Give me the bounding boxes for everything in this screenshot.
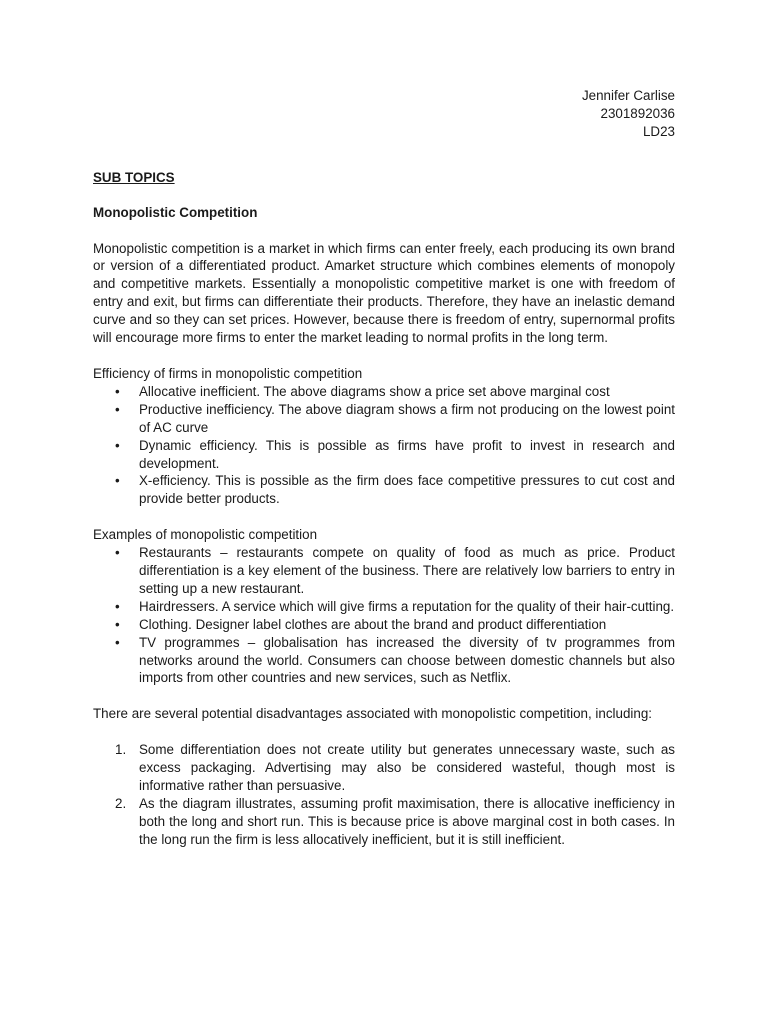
list-item: • Hairdressers. A service which will give firms a reputation for the quality of their hair-cutting. (93, 598, 675, 616)
examples-list (93, 544, 675, 687)
efficiency-list (93, 383, 675, 508)
numbered-item (93, 741, 675, 795)
list-item: • Clothing. Designer label clothes are about the brand and product differentiation (93, 616, 675, 634)
item-text: Some differentiation does not create utility but generates unnecessary waste, such as excess packaging. Advertising may also be considered wasteful, though most is informative rather than persuasive. (139, 742, 675, 794)
numbered-item (93, 795, 675, 849)
disadvantages-intro: There are several potential disadvantages associated with monopolistic competition, including: (93, 706, 653, 722)
author-header (93, 87, 675, 141)
list-item: • Allocative inefficient. The above diagrams show a price set above marginal cost (93, 383, 675, 401)
list-item: • X-efficiency. This is possible as the firm does face competitive pressures to cut cost and provide better products. (93, 472, 675, 508)
class-code: LD23 (642, 123, 675, 139)
intro-paragraph: Monopolistic competition is a market in which firms can enter freely, each producing its own brand or version of a differentiated product. Amarket structure which combines elements of monopoly and competitive markets. Essentially a monopolistic competitive market is one with freedom of entry and exit, but firms can differentiate their products. Therefore, they have an inelastic demand curve and so they can set prices. However, because there is freedom of entry, supernormal profits will encourage more firms to enter the market leading to normal profits in the long term. (93, 240, 675, 346)
item-text: As the diagram illustrates, assuming profit maximisation, there is allocative inefficiency in both the long and short run. This is because price is above marginal cost in both cases. In the long run the firm is less allocatively inefficient, but it is still inefficient. (139, 796, 675, 847)
list-item: • Productive inefficiency. The above diagram shows a firm not producing on the lowest point of AC curve (93, 401, 675, 437)
item-number: 1. (115, 742, 127, 758)
author-name: Jennifer Carlise (581, 88, 675, 103)
item-number: 2. (115, 796, 127, 811)
list-item: • Dynamic efficiency. This is possible as firms have profit to invest in research and development. (93, 437, 675, 473)
examples-heading: Examples of monopolistic competition (93, 527, 318, 543)
efficiency-heading: Efficiency of firms in monopolistic competition (93, 365, 363, 381)
document-page (93, 87, 675, 849)
disadvantages-list (93, 741, 675, 848)
student-id: 2301892036 (600, 105, 675, 121)
list-item: • Restaurants – restaurants compete on quality of food as much as price. Product differentiation is a key element of the business. There are relatively low barriers to entry in setting up a new restaurant. (93, 544, 675, 598)
sub-topics-heading: SUB TOPICS (93, 169, 175, 185)
section-title: Monopolistic Competition (93, 204, 258, 220)
list-item: • TV programmes – globalisation has increased the diversity of tv programmes from networks around the world. Consumers can choose between domestic channels but also imports from other countries and new services, such as Netflix. (93, 634, 675, 688)
